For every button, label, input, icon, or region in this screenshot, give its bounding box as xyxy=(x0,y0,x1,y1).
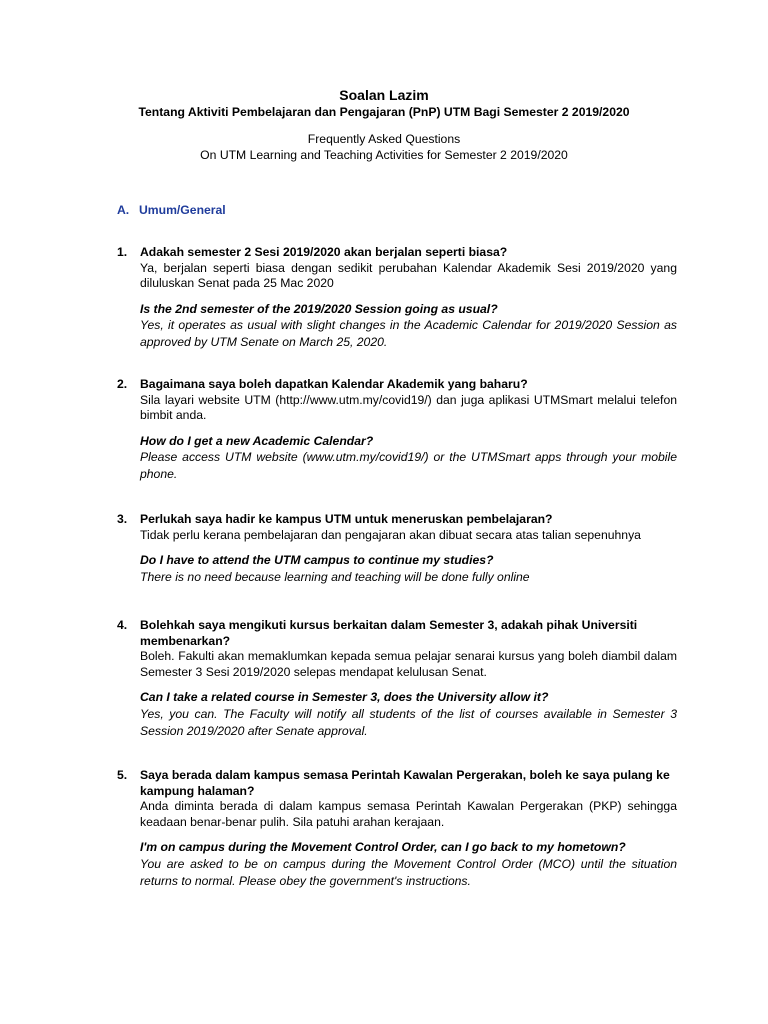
faq-number: 2. xyxy=(117,377,128,391)
answer-english: Please access UTM website (www.utm.my/covid19/) or the UTMSmart apps through your mobile phone. xyxy=(140,450,677,481)
subtitle-english-line2: On UTM Learning and Teaching Activities for Semester 2 2019/2020 xyxy=(200,148,568,162)
answer-english: There is no need because learning and teaching will be done fully online xyxy=(140,569,530,584)
answer-english: Yes, you can. The Faculty will notify all students of the list of courses available in Semester 3 Session 2019/2020 after Senate approval. xyxy=(140,706,677,738)
question-english: I'm on campus during the Movement Control Order, can I go back to my hometown? xyxy=(140,840,626,854)
answer-english: Yes, it operates as usual with slight changes in the Academic Calendar for 2019/2020 Session as approved by UTM Senate on March 25, 2020. xyxy=(140,318,677,349)
section-heading xyxy=(117,202,226,218)
subtitle-english-line1: Frequently Asked Questions xyxy=(307,132,461,146)
faq-item-3 xyxy=(117,512,677,586)
subtitle-english xyxy=(0,131,768,163)
question-english: Can I take a related course in Semester 3, does the University allow it? xyxy=(140,690,549,704)
question-malay: Bagaimana saya boleh dapatkan Kalendar Akademik yang baharu? xyxy=(140,377,528,391)
answer-malay: Boleh. Fakulti akan memaklumkan kepada semua pelajar senarai kursus yang boleh diambil dalam Semester 3 Sesi 2019/2020 selepas mendapat kelulusan Senat. xyxy=(140,649,677,679)
answer-malay: Tidak perlu kerana pembelajaran dan pengajaran akan dibuat secara atas talian sepenuhnya xyxy=(140,527,641,542)
answer-malay: Sila layari website UTM (http://www.utm.my/covid19/) dan juga aplikasi UTMSmart melalui telefon bimbit anda. xyxy=(140,392,677,422)
question-malay: Adakah semester 2 Sesi 2019/2020 akan berjalan seperti biasa? xyxy=(140,245,508,259)
faq-number: 3. xyxy=(117,512,128,526)
question-english: Do I have to attend the UTM campus to continue my studies? xyxy=(140,553,494,567)
section-letter: A. xyxy=(117,203,130,217)
faq-number: 4. xyxy=(117,618,128,632)
section-title: Umum/General xyxy=(139,203,226,217)
question-english: How do I get a new Academic Calendar? xyxy=(140,433,374,448)
page-title: Soalan Lazim xyxy=(339,87,429,103)
question-english: Is the 2nd semester of the 2019/2020 Session going as usual? xyxy=(140,301,498,316)
faq-item-2 xyxy=(117,377,677,483)
faq-item-5 xyxy=(117,768,677,890)
question-malay: Bolehkah saya mengikuti kursus berkaitan dalam Semester 3, adakah pihak Universiti membenarkan? xyxy=(140,618,638,648)
answer-malay: Ya, berjalan seperti biasa dengan sedikit perubahan Kalendar Akademik Sesi 2019/2020 yang diluluskan Senat pada 25 Mac 2020 xyxy=(140,260,677,290)
faq-item-4 xyxy=(117,618,677,740)
faq-item-1 xyxy=(117,245,677,351)
question-malay: Perlukah saya hadir ke kampus UTM untuk meneruskan pembelajaran? xyxy=(140,512,553,526)
faq-number: 1. xyxy=(117,245,128,259)
faq-number: 5. xyxy=(117,768,128,782)
subtitle-malay: Tentang Aktiviti Pembelajaran dan Pengajaran (PnP) UTM Bagi Semester 2 2019/2020 xyxy=(138,105,630,119)
answer-english: You are asked to be on campus during the Movement Control Order (MCO) until the situation returns to normal. Please obey the government's instructions. xyxy=(140,856,677,888)
question-malay: Saya berada dalam kampus semasa Perintah Kawalan Pergerakan, boleh ke saya pulang ke kampung halaman? xyxy=(140,768,670,798)
answer-malay: Anda diminta berada di dalam kampus semasa Perintah Kawalan Pergerakan (PKP) sehingga keadaan benar-benar pulih. Sila patuhi arahan kerajaan. xyxy=(140,799,677,829)
